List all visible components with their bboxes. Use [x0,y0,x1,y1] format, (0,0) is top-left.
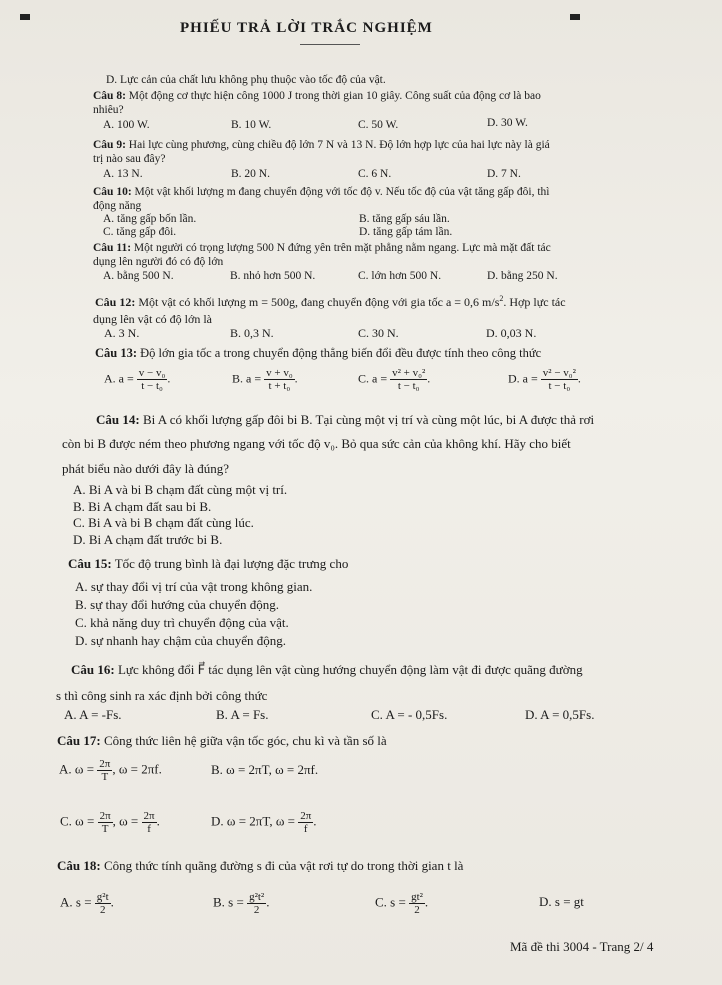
numerator: v − v₀ [138,367,166,379]
q11-number: Câu 11: [93,242,132,254]
q16-option-a[interactable]: A. A = -Fs. [64,707,122,722]
denominator: T [101,771,109,783]
q18-option-a-prefix: A. s = [60,894,92,910]
q16-text: Lực không đổi F⃗ tác dụng lên vật cùng hướng chuyển động làm vật đi được quãng đường [117,662,583,677]
q17-option-a-prefix: A. ω = [59,761,95,777]
q18-option-a[interactable]: A. s = $\frac{\text{g²t}}{2}$ . [60,891,114,916]
q13-option-b-fraction [264,367,295,392]
q10-number: Câu 10: [93,186,132,198]
numerator: 2π [99,810,111,822]
q13-option-d[interactable]: D. a = $\frac{\text{v² − v₀²}}{\text{t − t₀}}$ . [508,367,581,392]
q8-option-c[interactable]: C. 50 W. [358,119,399,131]
q17-option-d[interactable]: D. ω = 2πT, ω = $\frac{2\pi}{f}$ . [211,810,317,835]
q9-option-d[interactable]: D. 7 N. [487,168,521,180]
q13-option-c[interactable]: C. a = $\frac{\text{v² + v₀²}}{\text{t − t₀}}$ . [358,367,431,392]
q14-option-c[interactable]: C. Bi A và bi B chạm đất cùng lúc. [73,515,254,530]
numerator: g²t [96,891,109,903]
q18-option-b-fraction [247,891,266,916]
q14-stem-line2: còn bi B được ném theo phương ngang với tốc độ v₀. Bỏ qua sức cản của không khí. Hãy cho biết [62,436,571,451]
denominator: 2 [414,904,420,916]
q9-number: Câu 9: [93,139,126,151]
q12-option-c[interactable]: C. 30 N. [358,326,399,340]
page-footer: Mã đề thi 3004 - Trang 2/ 4 [510,939,654,954]
q18-stem [57,858,463,874]
q14-text: Bi A có khối lượng gấp đôi bi B. Tại cùng một vị trí và cùng một lúc, bi A được thả rơi [142,412,595,427]
denominator: f [147,823,151,835]
q13-option-a-prefix: a = [118,371,134,386]
corner-mark [20,14,30,20]
q14-number: Câu 14: [96,412,140,427]
q10-option-b[interactable]: B. tăng gấp sáu lần. [359,213,450,225]
title-divider [300,44,360,45]
numerator: 2π [143,810,155,822]
numerator: g²t² [249,891,265,903]
q14-stem [96,412,594,428]
q18-option-c-prefix: C. s = [375,894,406,910]
denominator: t − t₀ [548,380,571,392]
q14-option-d[interactable]: D. Bi A chạm đất trước bi B. [73,532,223,547]
q13-number: Câu 13: [95,346,138,360]
q10-option-a[interactable]: A. tăng gấp bốn lần. [103,213,197,225]
q13-option-c-prefix: a = [372,371,388,386]
q8-option-b[interactable]: B. 10 W. [231,119,272,131]
q15-stem [68,556,348,572]
numerator: v² + v₀² [392,367,426,379]
q10-stem [93,186,550,198]
q17-stem [57,733,387,749]
q15-option-a[interactable]: A. sự thay đổi vị trí của vật trong không gian. [75,579,313,594]
q8-stem-line2: nhiêu? [93,104,124,116]
q12-number: Câu 12: [95,295,136,309]
q17-option-b[interactable]: B. ω = 2πT, ω = 2πf. [211,762,319,777]
q17-option-a-fraction [97,758,112,783]
q7-option-d: D. Lực cản của chất lưu không phụ thuộc vào tốc độ của vật. [106,74,386,86]
q12-mass: m = 500g [248,295,295,309]
q13-option-d-fraction [541,367,578,392]
q13-text: Độ lớn gia tốc a trong chuyển động thẳng biến đổi đều được tính theo công thức [140,346,542,360]
numerator: 2π [99,758,111,770]
q18-text: Công thức tính quãng đường s đi của vật rơi tự do trong thời gian t là [103,858,464,873]
q11-stem [93,242,551,254]
q17-option-d-prefix: D. ω = 2πT, ω = [211,813,295,829]
q16-option-b[interactable]: B. A = Fs. [216,707,269,722]
q12-option-a[interactable]: A. 3 N. [104,326,140,340]
q8-text: Một động cơ thực hiện công 1000 J trong thời gian 10 giây. Công suất của động cơ là bao [128,90,541,102]
q16-stem [71,662,583,678]
q18-option-d[interactable]: D. s = gt [539,894,584,909]
q15-number: Câu 15: [68,556,112,571]
q13-option-c-label: C. [358,371,370,386]
numerator: 2π [300,810,312,822]
numerator: v + v₀ [266,367,293,379]
q16-stem-line2: s thì công sinh ra xác định bởi công thức [56,688,268,703]
numerator: gt² [411,891,423,903]
q14-option-b[interactable]: B. Bi A chạm đất sau bi B. [73,499,212,514]
denominator: t + t₀ [268,380,291,392]
q8-option-d[interactable]: D. 30 W. [487,117,528,129]
q17-option-c-fraction-1 [98,810,113,835]
q13-option-a[interactable]: A. a = $\frac{\text{v − v₀}}{\text{t − t₀}}$ . [104,367,171,392]
q17-option-d-fraction [298,810,313,835]
q9-stem [93,139,550,151]
q18-option-c-fraction [409,891,425,916]
q11-option-a[interactable]: A. bằng 500 N. [103,270,174,282]
q12-text-a: Một vật có khối lượng [138,295,246,309]
q17-text: Công thức liên hệ giữa vận tốc góc, chu kì và tần số là [103,733,387,748]
q12-option-b[interactable]: B. 0,3 N. [230,326,274,340]
q13-option-d-prefix: a = [522,371,538,386]
denominator: 2 [99,904,106,916]
denominator: t − t₀ [141,380,163,392]
q17-number: Câu 17: [57,733,101,748]
q12-text-b: , đang chuyển động với gia tốc [294,295,443,309]
q11-text: Một người có trọng lượng 500 N đứng yên trên mặt phẳng nằm ngang. Lực mà mặt đất tác [133,242,551,254]
q11-stem-line2: dụng lên người đó có độ lớn [93,256,224,268]
q9-option-b[interactable]: B. 20 N. [231,168,270,180]
q16-option-d[interactable]: D. A = 0,5Fs. [525,707,595,722]
q14-option-a[interactable]: A. Bi A và bi B chạm đất cùng một vị trí. [73,482,288,497]
q17-option-c-middle: , ω = [112,813,139,829]
q18-option-b-prefix: B. s = [213,894,244,910]
q15-option-c[interactable]: C. khả năng duy trì chuyển động của vật. [75,615,289,630]
page-title: PHIẾU TRẢ LỜI TRẮC NGHIỆM [180,20,433,36]
q8-option-a[interactable]: A. 100 W. [103,119,150,131]
q9-text: Hai lực cùng phương, cùng chiều độ lớn 7 N và 13 N. Độ lớn hợp lực của hai lực này là giá [128,139,550,151]
q18-option-a-fraction [95,891,111,916]
q11-option-c[interactable]: C. lớn hơn 500 N. [358,270,442,282]
q13-option-a-fraction [137,367,168,392]
q12-acceleration: a = 0,6 m/s [445,295,500,309]
numerator: v² − v₀² [542,367,576,379]
q13-stem [95,346,541,361]
q17-option-c-fraction-2 [142,810,157,835]
q10-option-c[interactable]: C. tăng gấp đôi. [103,226,177,238]
q13-option-b[interactable]: B. a = $\frac{\text{v + v₀}}{\text{t + t₀}}$ . [232,367,298,392]
q13-option-b-prefix: a = [246,371,262,386]
q15-text: Tốc độ trung bình là đại lượng đặc trưng cho [114,556,349,571]
corner-mark [570,14,580,20]
denominator: t − t₀ [397,380,420,392]
q17-option-a[interactable] [59,758,162,783]
q17-option-c-prefix: C. ω = [60,813,95,829]
q13-option-a-label: A. [104,371,116,386]
q13-option-c-fraction [390,367,427,392]
q14-stem-line3: phát biểu nào dưới đây là đúng? [62,461,229,476]
q13-option-d-label: D. [508,371,520,386]
denominator: f [303,823,308,835]
q12-stem: Câu 12: Một vật có khối lượng m = 500g, đang chuyển động với gia tốc a = 0,6 $m/s^2$. Hợp lực tác [95,294,566,309]
q9-stem-line2: trị nào sau đây? [93,153,166,165]
q15-option-d[interactable]: D. sự nhanh hay chậm của chuyển động. [75,633,287,648]
q9-option-c[interactable]: C. 6 N. [358,168,392,180]
q10-option-d[interactable]: D. tăng gấp tám lần. [359,226,453,238]
denominator: T [101,823,109,835]
denominator: 2 [253,904,260,916]
q18-option-b[interactable]: B. s = $\frac{\text{g²t²}}{2}$ . [213,891,270,916]
q11-option-d[interactable]: D. bằng 250 N. [487,270,558,282]
q12-stem-line2: dụng lên vật có độ lớn là [93,312,212,326]
q17-option-c[interactable]: C. ω = $\frac{2\pi}{T}$ , ω = $\frac{2\pi}{f}$ . [60,810,160,835]
q11-option-b[interactable]: B. nhỏ hơn 500 N. [230,270,316,282]
q16-option-c[interactable]: C. A = - 0,5Fs. [371,707,448,722]
q13-option-b-label: B. [232,371,244,386]
q10-text: Một vật khối lượng m đang chuyển động với tốc độ v. Nếu tốc độ của vật tăng gấp đôi, thì [134,186,550,198]
q12-option-d[interactable]: D. 0,03 N. [486,326,537,340]
q17-option-a-suffix: , ω = 2πf. [112,761,162,777]
q18-number: Câu 18: [57,858,101,873]
q8-stem [93,90,541,102]
q9-option-a[interactable]: A. 13 N. [103,168,143,180]
q8-number: Câu 8: [93,90,126,102]
q15-option-b[interactable]: B. sự thay đổi hướng của chuyển động. [75,597,280,612]
q18-option-c[interactable]: C. s = $\frac{\text{gt²}}{2}$ . [375,891,429,916]
q10-stem-line2: động năng [93,200,142,212]
q12-text-c: . Hợp lực tác [503,295,566,309]
q16-number: Câu 16: [71,662,115,677]
